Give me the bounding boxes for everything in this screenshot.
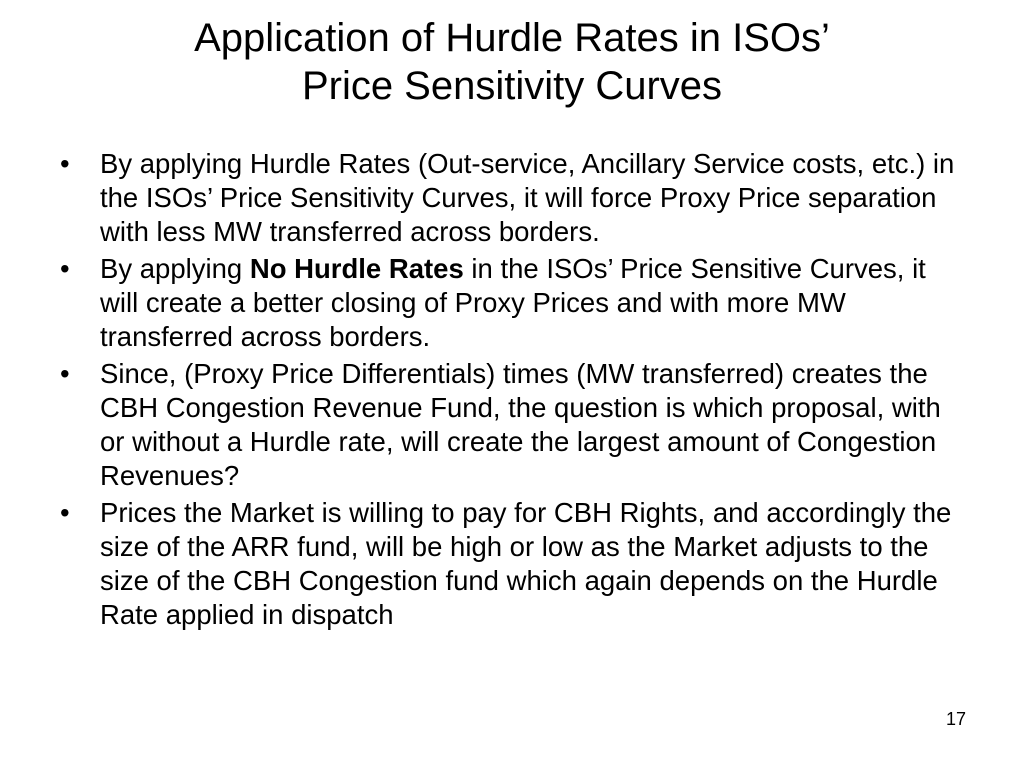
bullet-item-3 (60, 357, 965, 493)
bullet-item-2 (60, 252, 965, 354)
bullet-text-bold: No Hurdle Rates (249, 253, 464, 284)
slide-title-line-2: Price Sensitivity Curves (301, 64, 723, 108)
bullet-icon: • (60, 358, 70, 389)
slide-title-line-1: Application of Hurdle Rates in ISOs’ (194, 16, 830, 60)
bullet-icon: • (60, 253, 70, 284)
bullet-text-after: in the ISOs’ Price Sensitive Curves, it will create a better closing of Proxy Prices and with more MW transferred across borders. (100, 253, 926, 352)
bullet-text: Prices the Market is willing to pay for CBH Rights, and accordingly the size of the ARR fund, will be high or low as the Market adjusts to the size of the CBH Congestion fund which again depends on the Hurdle Rate applied in dispatch (100, 497, 952, 630)
slide-title (40, 14, 984, 110)
bullet-text-before: By applying (100, 253, 250, 284)
bullet-icon: • (60, 148, 70, 179)
bullet-item-1 (60, 147, 965, 249)
page-number: 17 (945, 709, 966, 729)
bullet-icon: • (60, 497, 70, 528)
bullet-item-4 (60, 496, 965, 632)
bullet-list (60, 147, 965, 635)
bullet-text: Since, (Proxy Price Differentials) times (MW transferred) creates the CBH Congestion Revenue Fund, the question is which proposal, with or without a Hurdle rate, will create the largest amount of Congestion Revenues? (100, 358, 941, 491)
bullet-text: By applying Hurdle Rates (Out-service, Ancillary Service costs, etc.) in the ISOs’ Price Sensitivity Curves, it will force Proxy Price separation with less MW transferred across borders. (100, 148, 955, 247)
